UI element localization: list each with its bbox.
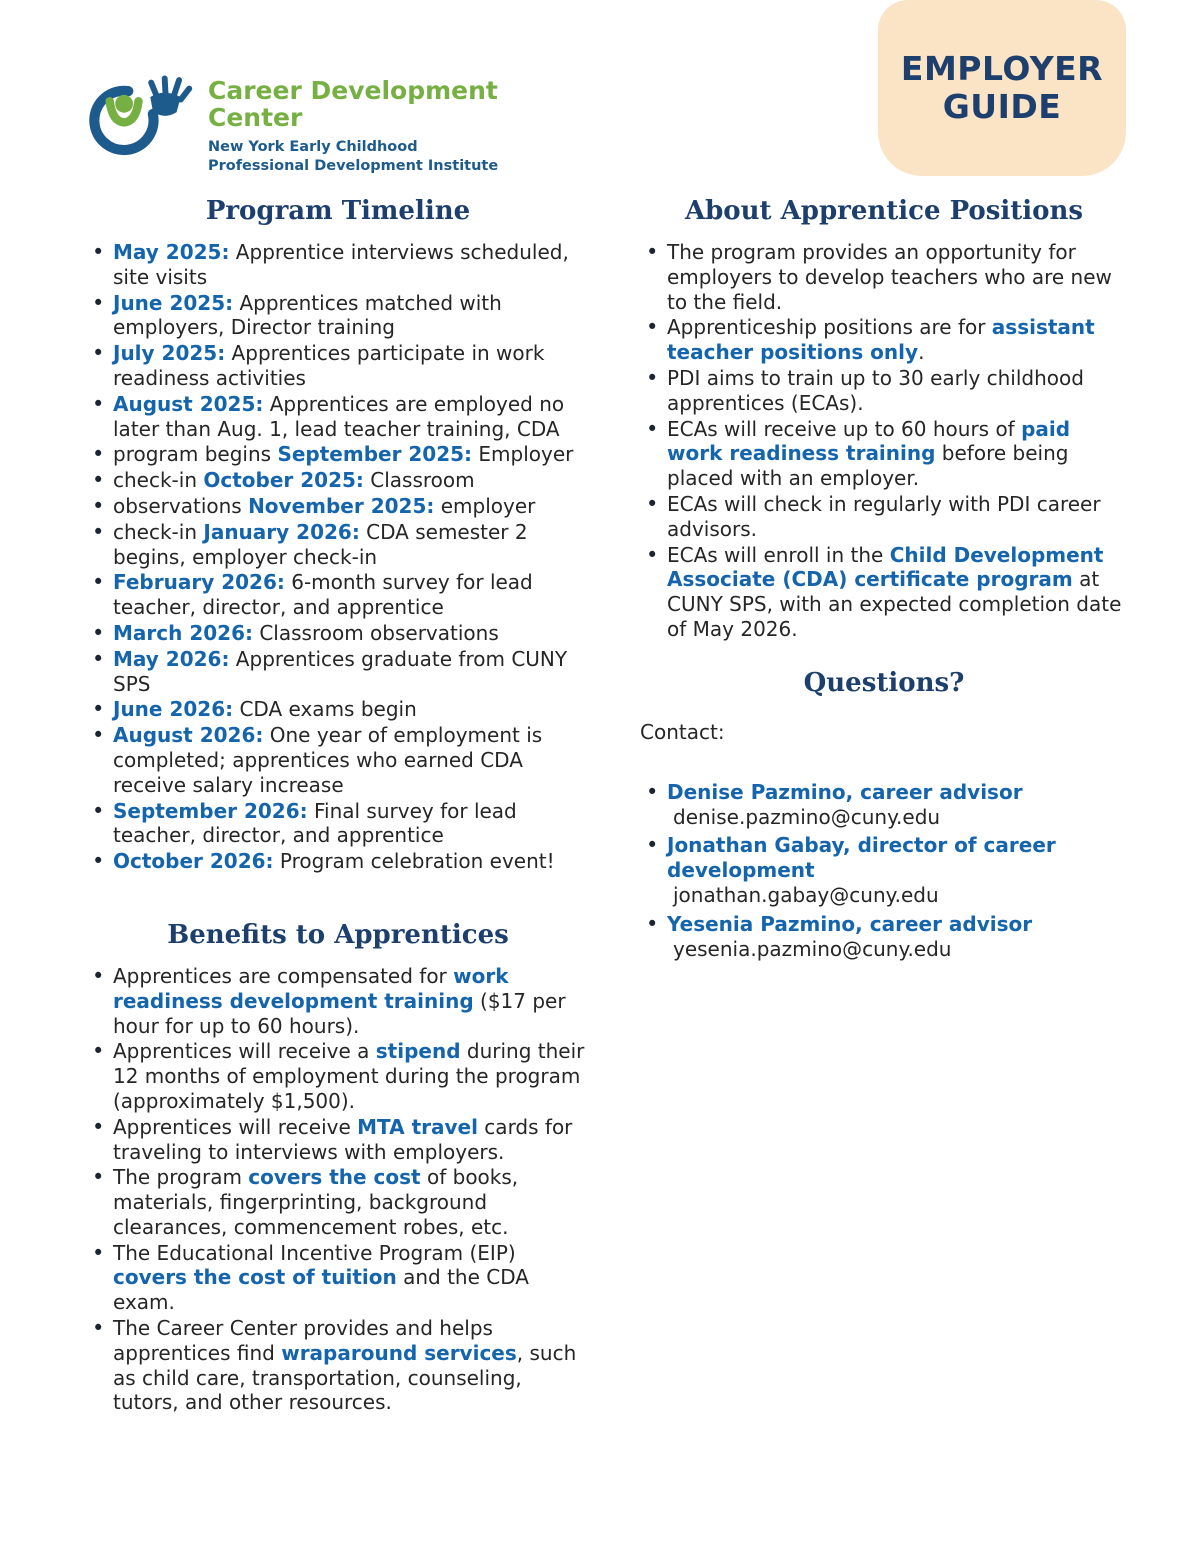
program-timeline-list <box>84 240 592 874</box>
banner-text <box>901 50 1103 126</box>
cdc-logo-icon <box>86 72 196 172</box>
program-timeline-heading: Program Timeline <box>205 196 471 226</box>
banner-line1: EMPLOYER <box>900 49 1104 89</box>
list-item: • February 2026: 6-month survey for lead teacher, director, and apprentice <box>84 570 592 620</box>
list-item: • May 2026: Apprentices graduate from CUNY SPS <box>84 647 592 697</box>
list-item: • program begins September 2025: Employer <box>84 442 592 467</box>
list-item: • The program covers the cost of books, materials, fingerprinting, background clearances, commencement robes, etc. <box>84 1165 592 1239</box>
list-item: • October 2026: Program celebration event! <box>84 849 592 874</box>
logo-subtitle <box>208 138 498 176</box>
list-item: • March 2026: Classroom observations <box>84 621 592 646</box>
about-list <box>638 240 1130 642</box>
list-item: • The program provides an opportunity for employers to develop teachers who are new to the field. <box>638 240 1130 314</box>
list-item: • May 2025: Apprentice interviews scheduled, site visits <box>84 240 592 290</box>
contact-email: denise.pazmino@cuny.edu <box>673 804 941 829</box>
logo-title <box>208 78 498 131</box>
section-questions <box>638 668 1130 962</box>
contact-name: • Denise Pazmino, career advisor <box>667 779 1023 804</box>
content <box>0 196 1200 1416</box>
contact-item <box>638 833 1130 907</box>
list-item: • August 2026: One year of employment is completed; apprentices who earned CDA receive salary increase <box>84 723 592 797</box>
list-item: • PDI aims to train up to 30 early childhood apprentices (ECAs). <box>638 366 1130 416</box>
list-item: • Apprentices are compensated for work readiness development training ($17 per hour for up to 60 hours). <box>84 964 592 1038</box>
contacts-list <box>638 780 1130 962</box>
list-item: • observations November 2025: employer <box>84 494 592 519</box>
about-heading: About Apprentice Positions <box>684 196 1084 226</box>
logo-title-line2: Center <box>208 102 303 132</box>
contact-email: yesenia.pazmino@cuny.edu <box>673 936 952 961</box>
list-item: • September 2026: Final survey for lead teacher, director, and apprentice <box>84 799 592 849</box>
logo-subtitle-line1: New York Early Childhood <box>208 139 418 155</box>
list-item: • June 2026: CDA exams begin <box>84 697 592 722</box>
left-column <box>84 196 592 1416</box>
logo-subtitle-line2: Professional Development Institute <box>208 157 499 174</box>
list-item: • check-in January 2026: CDA semester 2 begins, employer check-in <box>84 520 592 570</box>
list-item: • August 2025: Apprentices are employed no later than Aug. 1, lead teacher training, CDA <box>84 392 592 442</box>
list-item: • The Educational Incentive Program (EIP) covers the cost of tuition and the CDA exam. <box>84 1241 592 1315</box>
list-item: • Apprentices will receive a stipend during their 12 months of employment during the program (approximately $1,500). <box>84 1039 592 1113</box>
contact-item <box>638 780 1130 830</box>
list-item: • June 2025: Apprentices matched with employers, Director training <box>84 291 592 341</box>
contact-label: Contact: <box>640 719 725 744</box>
contact-name: • Yesenia Pazmino, career advisor <box>667 911 1033 936</box>
logo-title-line1: Career Development <box>208 76 498 105</box>
section-program-timeline <box>84 196 592 874</box>
list-item: • Apprentices will receive MTA travel cards for traveling to interviews with employers. <box>84 1115 592 1165</box>
section-benefits <box>84 920 592 1415</box>
list-item: • The Career Center provides and helps apprentices find wraparound services, such as child care, transportation, counseling, tutors, and other resources. <box>84 1316 592 1415</box>
banner-line2: GUIDE <box>942 87 1062 126</box>
list-item: • ECAs will receive up to 60 hours of paid work readiness training before being placed with an employer. <box>638 417 1130 491</box>
contact-name: • Jonathan Gabay, director of career development <box>667 833 1056 883</box>
cdc-logo <box>86 72 498 176</box>
contact-email: jonathan.gabay@cuny.edu <box>673 882 939 907</box>
questions-heading: Questions? <box>803 667 965 698</box>
section-about-apprentice-positions <box>638 196 1130 642</box>
list-item: • July 2025: Apprentices participate in work readiness activities <box>84 341 592 391</box>
list-item: • Apprenticeship positions are for assistant teacher positions only. <box>638 315 1130 365</box>
right-column <box>638 196 1130 1416</box>
logo-text <box>208 72 498 176</box>
contact-item <box>638 912 1130 962</box>
benefits-heading: Benefits to Apprentices <box>167 919 509 950</box>
benefits-list <box>84 964 592 1415</box>
employer-guide-banner <box>878 0 1126 176</box>
list-item: • check-in October 2025: Classroom <box>84 468 592 493</box>
list-item: • ECAs will check in regularly with PDI career advisors. <box>638 492 1130 542</box>
list-item: • ECAs will enroll in the Child Development Associate (CDA) certificate program at CUNY SPS, with an expected completion date of May 2026. <box>638 543 1130 642</box>
